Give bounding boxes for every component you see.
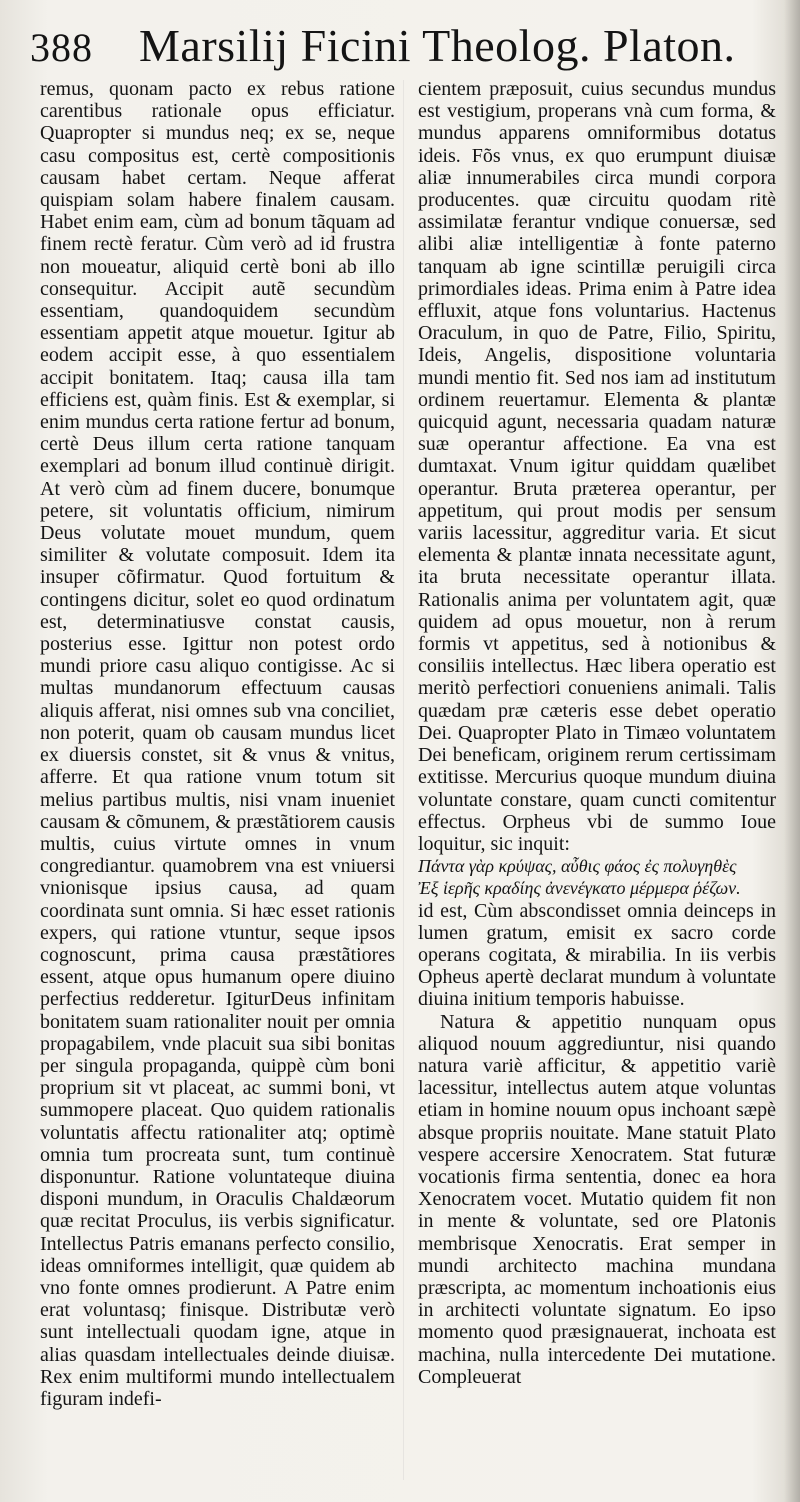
page-number: 388 bbox=[30, 25, 93, 70]
right-paragraph-2: id est, Cùm abscondisset omnia deinceps in lumen gratum, emisit ex sacro corde operans cogitata, & mirabilia. In iis verbis Opheus apertè declarat mundum à voluntate diuina initium temporis habuisse. bbox=[418, 899, 776, 1011]
page-edge-shadow bbox=[784, 0, 800, 1502]
right-text-column bbox=[418, 78, 776, 1490]
greek-verse-line-2: Ἐξ ἱερῆς κραδίης ἀνενέγκατο μέρμερα ῥέζων. bbox=[418, 878, 741, 899]
page-header bbox=[30, 14, 760, 78]
greek-verse-line-1: Πάντα γὰρ κρύψας, αὖθις φάος ἐς πολυγηθὲς bbox=[418, 856, 737, 877]
left-text-column bbox=[40, 78, 395, 1490]
left-column-paragraph: remus, quonam pacto ex rebus ratione carentibus rationale opus efficiatur. Quapropter si mundus neq; ex se, neque casu compositus est, certè compositionis causam habet certam. Neque afferat quispiam solam habere finalem causam. Habet enim eam, cùm ad bonum tãquam ad finem rectè feratur. Cùm verò ad id frustra non moueatur, aliquid certè boni ab illo consequitur. Accipit autẽ secundùm essentiam, quandoquidem secundùm essentiam appetit atque mouetur. Igitur ab eodem accipit esse, à quo essentialem accipit bonitatem. Itaq; causa illa tam efficiens est, quàm finis. Est & exemplar, si enim mundus certa ratione fertur ad bonum, certè Deus illum certa ratione tanquam exemplari ad bonum illud continuè dirigit. At verò cùm ad finem ducere, bonumque petere, sit voluntatis officium, nimirum Deus volutate mouet mundum, quem similiter & volutate composuit. Idem ita insuper cõfirmatur. Quod fortuitum & contingens dicitur, solet eo quod ordinatum est, determinatiusve constat causis, posterius esse. Igittur non potest ordo mundi priore casu aliquo contigisse. Ac si multas mundanorum effectuum causas aliquis afferat, nisi omnes sub vna conciliet, non poterit, quam ob causam mundus licet ex diuersis constet, sit & vnus & vnitus, afferre. Et qua ratione vnum totum sit melius partibus multis, nisi vnam inueniet causam & cõmunem, & præstãtiorem causis multis, cuius virtute omnes in vnum congrediantur. quamobrem vna est vniuersi vnionisque ipsius causa, ad quam coordinata sunt omnia. Si hæc esset rationis expers, qui ratione vtuntur, seque ipsos cognoscunt, prima causa præstãtiores essent, atque opus humanum opere diuino perfectius redderetur. IgiturDeus infinitam bonitatem suam rationaliter nouit per omnia propagabilem, vnde placuit sua sibi bonitas per singula propaganda, quippè cùm boni proprium sit vt placeat, ac summi boni, vt summopere placeat. Quo quidem rationalis voluntatis affectu rationaliter atq; optimè omnia tum procreata sunt, tum continuè disponuntur. Ratione voluntateque diuina disponi mundum, in Oraculis Chaldæorum quæ recitat Proculus, iis verbis significatur. Intellectus Patris emanans perfecto consilio, ideas omniformes intelligit, quæ quidem ab vno fonte omnes prodierunt. A Patre enim erat voluntasq; finisque. Distributæ verò sunt intellectuali quodam igne, atque in alias quasdam intellectuales deinde diuisæ. Rex enim multiformi mundo intellectualem figuram indefi- bbox=[40, 78, 395, 1410]
running-title: Marsilij Ficini Theolog. Platon. bbox=[139, 20, 736, 71]
right-paragraph-3: Natura & appetitio nunquam opus aliquod nouum aggrediuntur, nisi quando natura variè afficitur, & appetitio variè lacessitur, intellectus autem atque voluntas etiam in homine nouum opus inchoant sæpè absque propriis nouitate. Mane statuit Plato vespere accersire Xenocratem. Stat futuræ vocationis firma sententia, donec ea hora Xenocratem vocet. Mutatio quidem fit non in mente & voluntate, sed ore Platonis membrisque Xenocratis. Erat semper in mundi architecto machina mundana præscripta, ac momentum inchoationis eius in architecti voluntate signatum. Eo ipso momento quod præsignauerat, inchoata est machina, nulla intercedente Dei mutatione. Compleuerat bbox=[418, 1010, 776, 1388]
column-gutter bbox=[403, 80, 404, 1480]
right-paragraph-1: cientem præposuit, cuius secundus mundus est vestigium, properans vnà cum forma, & mundus apparens omniformibus dotatus ideis. Fõs vnus, ex quo erumpunt diuisæ aliæ innumerabiles circa mundi corpora producentes. quæ circuitu quodam ritè assimilatæ ferantur vndique conuersæ, sed alibi aliæ intelligentiæ à fonte paterno tanquam ab igne scintillæ peruigili circa primordiales ideas. Prima enim à Patre idea effluxit, atque fons voluntarius. Hactenus Oraculum, in quo de Patre, Filio, Spiritu, Ideis, Angelis, dispositione voluntaria mundi mentio fit. Sed nos iam ad institutum ordinem reuertamur. Elementa & plantæ quicquid agunt, necessaria quadam naturæ suæ operantur affectione. Ea vna est dumtaxat. Vnum igitur quiddam quælibet operantur. Bruta præterea operantur, per appetitum, qui prout modis per sensum variis lacessitur, aggreditur varia. Et sicut elementa & plantæ innata necessitate agunt, ita bruta necessitate operantur illata. Rationalis anima per voluntatem agit, quæ quidem ad opus mouetur, non à rerum formis vt appetitus, sed à notionibus & consiliis intellectus. Hæc libera operatio est meritò perfectiori conueniens animali. Talis quædam præ cæteris esse debet operatio Dei. Quapropter Plato in Timæo voluntatem Dei beneficam, originem rerum certissimam extitisse. Mercurius quoque mundum diuina voluntate constare, quam cuncti comitentur effectus. Orpheus vbi de summo Ioue loquitur, sic inquit: bbox=[418, 78, 776, 855]
